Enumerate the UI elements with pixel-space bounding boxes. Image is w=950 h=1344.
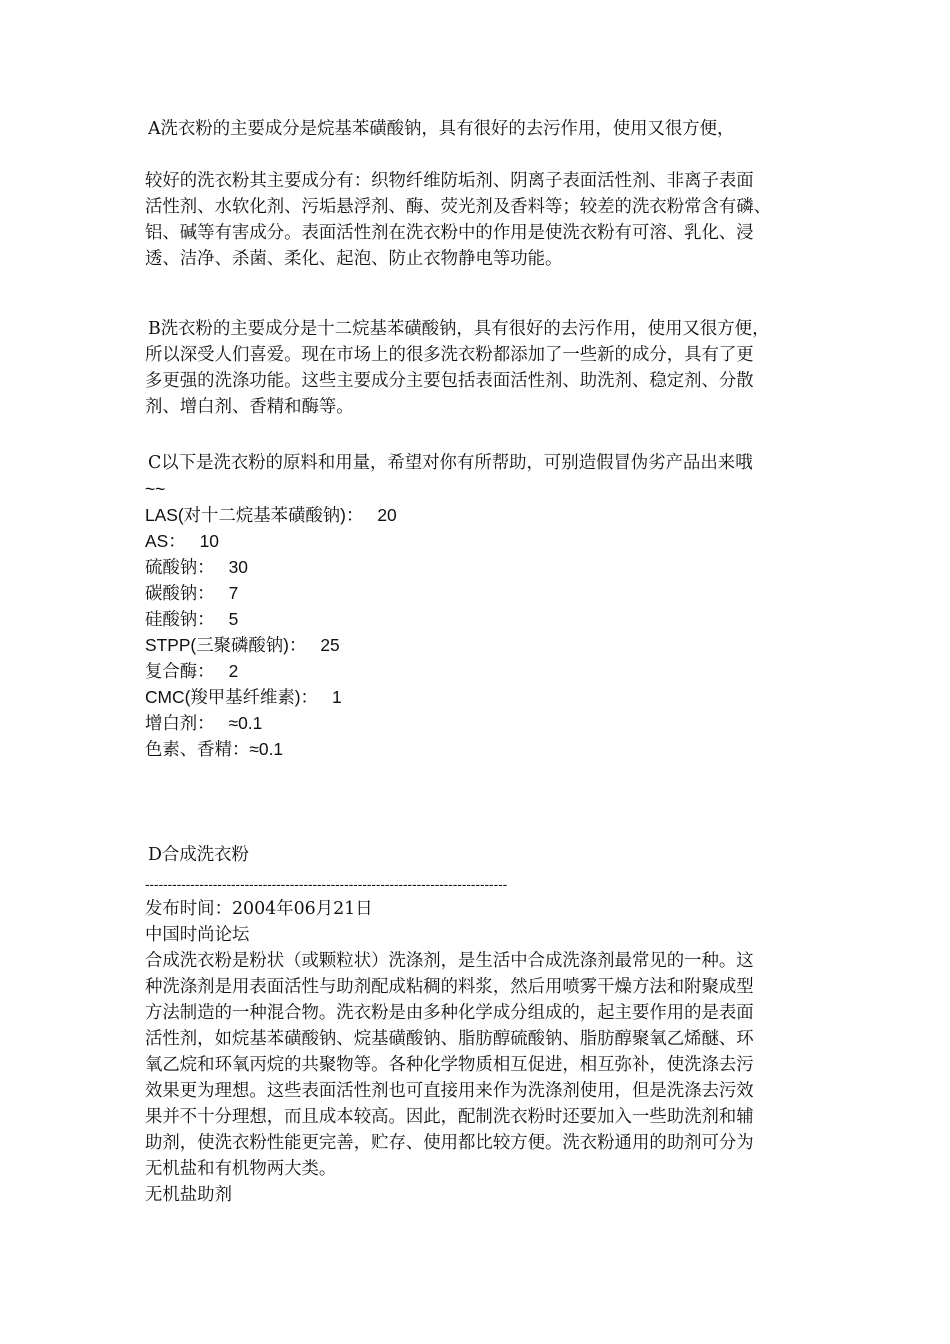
section-d-line: 效果更为理想。这些表面活性剂也可直接用来作为洗涤剂使用，但是洗涤去污效	[145, 1081, 754, 1101]
formula-amount: 10	[199, 531, 219, 551]
section-c-tilde: ~~	[145, 479, 166, 499]
section-b-line: 多更强的洗涤功能。这些主要成分主要包括表面活性剂、助洗剂、稳定剂、分散	[145, 371, 754, 391]
formula-ingredient: STPP(三聚磷酸钠)：	[145, 635, 307, 655]
formula-ingredient: 硅酸钠：	[145, 609, 215, 629]
formula-row	[145, 606, 238, 632]
section-a-heading: A洗衣粉的主要成分是烷基苯磺酸钠，具有很好的去污作用，使用又很方便，	[148, 119, 735, 139]
formula-amount: 30	[228, 557, 248, 577]
section-c-intro: C以下是洗衣粉的原料和用量，希望对你有所帮助，可别造假冒伪劣产品出来哦	[148, 453, 753, 473]
formula-row	[145, 580, 238, 606]
formula-ingredient: AS：	[145, 531, 186, 551]
section-a-line: 活性剂、水软化剂、污垢悬浮剂、酶、荧光剂及香料等；较差的洗衣粉常含有磷、	[145, 197, 772, 217]
section-a-line: 铝、碱等有害成分。表面活性剂在洗衣粉中的作用是使洗衣粉有可溶、乳化、浸	[145, 223, 754, 243]
formula-row	[145, 528, 219, 554]
section-d-line: 方法制造的一种混合物。洗衣粉是由多种化学成分组成的，起主要作用的是表面	[145, 1003, 754, 1023]
section-d-line: 果并不十分理想，而且成本较高。因此，配制洗衣粉时还要加入一些助洗剂和辅	[145, 1107, 754, 1127]
formula-ingredient: 硫酸钠：	[145, 557, 215, 577]
section-d-line: 无机盐和有机物两大类。	[145, 1159, 337, 1179]
formula-amount: 1	[331, 687, 342, 707]
formula-amount: 2	[228, 661, 239, 681]
formula-amount: 7	[228, 583, 239, 603]
section-a-line: 较好的洗衣粉其主要成分有：织物纤维防垢剂、阴离子表面活性剂、非离子表面	[145, 171, 754, 191]
publish-time: 发布时间：2004年06月21日	[145, 899, 373, 919]
section-b-line: 所以深受人们喜爱。现在市场上的很多洗衣粉都添加了一些新的成分，具有了更	[145, 345, 754, 365]
formula-ingredient: LAS(对十二烷基苯磺酸钠)：	[145, 505, 364, 525]
divider: --------------------------------------------------------------------------------	[145, 877, 508, 892]
formula-row	[145, 502, 397, 528]
formula-row	[145, 736, 283, 762]
formula-amount: ≈0.1	[249, 739, 284, 759]
formula-amount: 5	[228, 609, 239, 629]
formula-ingredient: 增白剂：	[145, 713, 215, 733]
section-d-line: 氧乙烷和环氧丙烷的共聚物等。各种化学物质相互促进，相互弥补，使洗涤去污	[145, 1055, 754, 1075]
source: 中国时尚论坛	[145, 925, 250, 945]
section-d-line: 种洗涤剂是用表面活性与助剂配成粘稠的料浆，然后用喷雾干燥方法和附聚成型	[145, 977, 754, 997]
formula-ingredient: 碳酸钠：	[145, 583, 215, 603]
section-d-heading: D合成洗衣粉	[148, 845, 249, 865]
section-d-line: 合成洗衣粉是粉状（或颗粒状）洗涤剂，是生活中合成洗涤剂最常见的一种。这	[145, 951, 754, 971]
formula-row	[145, 632, 340, 658]
section-d-subheading: 无机盐助剂	[145, 1185, 232, 1205]
formula-ingredient: CMC(羧甲基纤维素)：	[145, 687, 318, 707]
section-d-line: 活性剂，如烷基苯磺酸钠、烷基磺酸钠、脂肪醇硫酸钠、脂肪醇聚氧乙烯醚、环	[145, 1029, 754, 1049]
section-d-line: 助剂，使洗衣粉性能更完善，贮存、使用都比较方便。洗衣粉通用的助剂可分为	[145, 1133, 754, 1153]
formula-ingredient: 色素、香精：	[145, 739, 250, 759]
formula-amount: ≈0.1	[228, 713, 263, 733]
formula-row	[145, 658, 238, 684]
formula-row	[145, 710, 262, 736]
formula-row	[145, 684, 342, 710]
formula-row	[145, 554, 248, 580]
formula-amount: 25	[320, 635, 340, 655]
formula-ingredient: 复合酶：	[145, 661, 215, 681]
formula-amount: 20	[377, 505, 397, 525]
section-a-line: 透、洁净、杀菌、柔化、起泡、防止衣物静电等功能。	[145, 249, 563, 269]
section-b-line: 剂、增白剂、香精和酶等。	[145, 397, 354, 417]
section-b-line: B洗衣粉的主要成分是十二烷基苯磺酸钠，具有很好的去污作用，使用又很方便，	[148, 319, 770, 339]
